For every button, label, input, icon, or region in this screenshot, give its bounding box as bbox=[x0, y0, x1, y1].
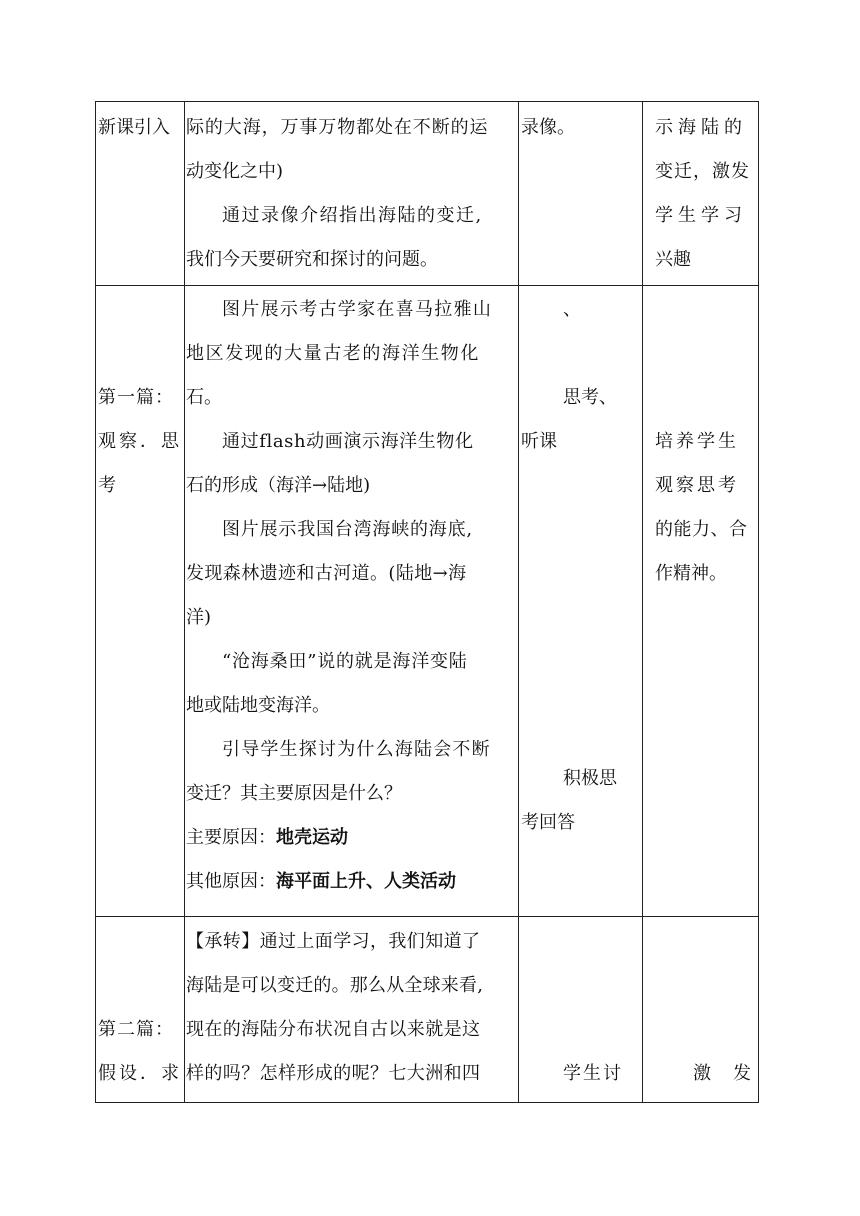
student-text: 考回答 bbox=[521, 812, 575, 833]
content-line: 通过flash动画演示海洋生物化 bbox=[222, 431, 474, 452]
student-cell bbox=[519, 286, 643, 917]
content-line: 通过录像介绍指出海陆的变迁, bbox=[222, 205, 483, 226]
other-cause-line bbox=[186, 870, 456, 894]
content-line: 现在的海陆分布状况自古以来就是这 bbox=[186, 1019, 481, 1040]
stage-text: 新课引入 bbox=[98, 117, 170, 138]
student-text: 录像。 bbox=[521, 117, 575, 138]
stage-text: 第二篇： bbox=[98, 1019, 174, 1040]
content-line: 地或陆地变海洋。 bbox=[186, 695, 330, 716]
purpose-text: 兴趣 bbox=[655, 249, 691, 270]
lesson-plan-table bbox=[95, 101, 773, 1103]
purpose-text: 示海陆的 bbox=[655, 117, 747, 138]
content-line: 我们今天要研究和探讨的问题。 bbox=[186, 249, 438, 270]
content-line: 样的吗？怎样形成的呢？七大洲和四 bbox=[186, 1063, 481, 1084]
purpose-text: 激发 bbox=[693, 1063, 773, 1084]
content-cell bbox=[185, 102, 519, 286]
stage-text: 考 bbox=[98, 475, 116, 496]
table-row bbox=[96, 102, 759, 286]
purpose-text: 学生学习 bbox=[655, 205, 747, 226]
content-line: 引导学生探讨为什么海陆会不断 bbox=[222, 739, 491, 760]
student-text: 、 bbox=[563, 299, 581, 320]
stage-cell bbox=[96, 102, 185, 286]
stage-text: 假设．求 bbox=[98, 1063, 182, 1084]
stage-cell bbox=[96, 286, 185, 917]
content-line: 变迁？其主要原因是什么？ bbox=[186, 783, 402, 804]
purpose-text: 观察思考 bbox=[655, 475, 739, 496]
purpose-text: 培养学生 bbox=[655, 431, 739, 452]
stage-cell bbox=[96, 917, 185, 1103]
content-line: 【承转】通过上面学习，我们知道了 bbox=[186, 931, 481, 952]
content-line: 石的形成（海洋→陆地) bbox=[186, 475, 371, 496]
purpose-cell bbox=[643, 917, 773, 1103]
table-row bbox=[96, 286, 759, 917]
purpose-cell bbox=[643, 286, 759, 917]
purpose-text: 作精神。 bbox=[655, 563, 727, 584]
content-line: 地区发现的大量古老的海洋生物化 bbox=[186, 343, 480, 364]
purpose-text: 变迁，激发 bbox=[655, 161, 750, 182]
student-cell bbox=[519, 917, 643, 1103]
purpose-text: 的能力、合 bbox=[655, 519, 748, 540]
table-row bbox=[96, 917, 759, 1103]
content-line: 海陆是可以变迁的。那么从全球来看, bbox=[186, 975, 484, 996]
student-text: 思考、 bbox=[563, 387, 617, 408]
main-cause-value: 地壳运动 bbox=[276, 827, 348, 848]
content-line: 图片展示我国台湾海峡的海底, bbox=[222, 519, 473, 540]
content-line: 动变化之中) bbox=[186, 161, 284, 182]
content-line: “沧海桑田”说的就是海洋变陆 bbox=[222, 651, 468, 672]
student-text: 积极思 bbox=[563, 768, 617, 789]
content-line: 石。 bbox=[186, 387, 222, 408]
content-cell bbox=[185, 917, 519, 1103]
other-cause-label: 其他原因： bbox=[186, 871, 276, 892]
main-cause-label: 主要原因： bbox=[186, 827, 276, 848]
content-line: 图片展示考古学家在喜马拉雅山 bbox=[222, 299, 493, 320]
content-line: 洋) bbox=[186, 607, 212, 628]
student-text: 学生讨 bbox=[563, 1063, 623, 1084]
content-cell bbox=[185, 286, 519, 917]
stage-text: 第一篇： bbox=[98, 387, 174, 408]
stage-text: 观察．思 bbox=[98, 431, 182, 452]
other-cause-value: 海平面上升、人类活动 bbox=[276, 871, 456, 892]
purpose-cell bbox=[643, 102, 759, 286]
student-cell bbox=[519, 102, 643, 286]
content-line: 发现森林遗迹和古河道。(陆地→海 bbox=[186, 563, 467, 584]
student-text: 听课 bbox=[521, 431, 557, 452]
main-cause-line bbox=[186, 826, 348, 850]
content-line: 际的大海，万事万物都处在不断的运 bbox=[186, 117, 489, 138]
